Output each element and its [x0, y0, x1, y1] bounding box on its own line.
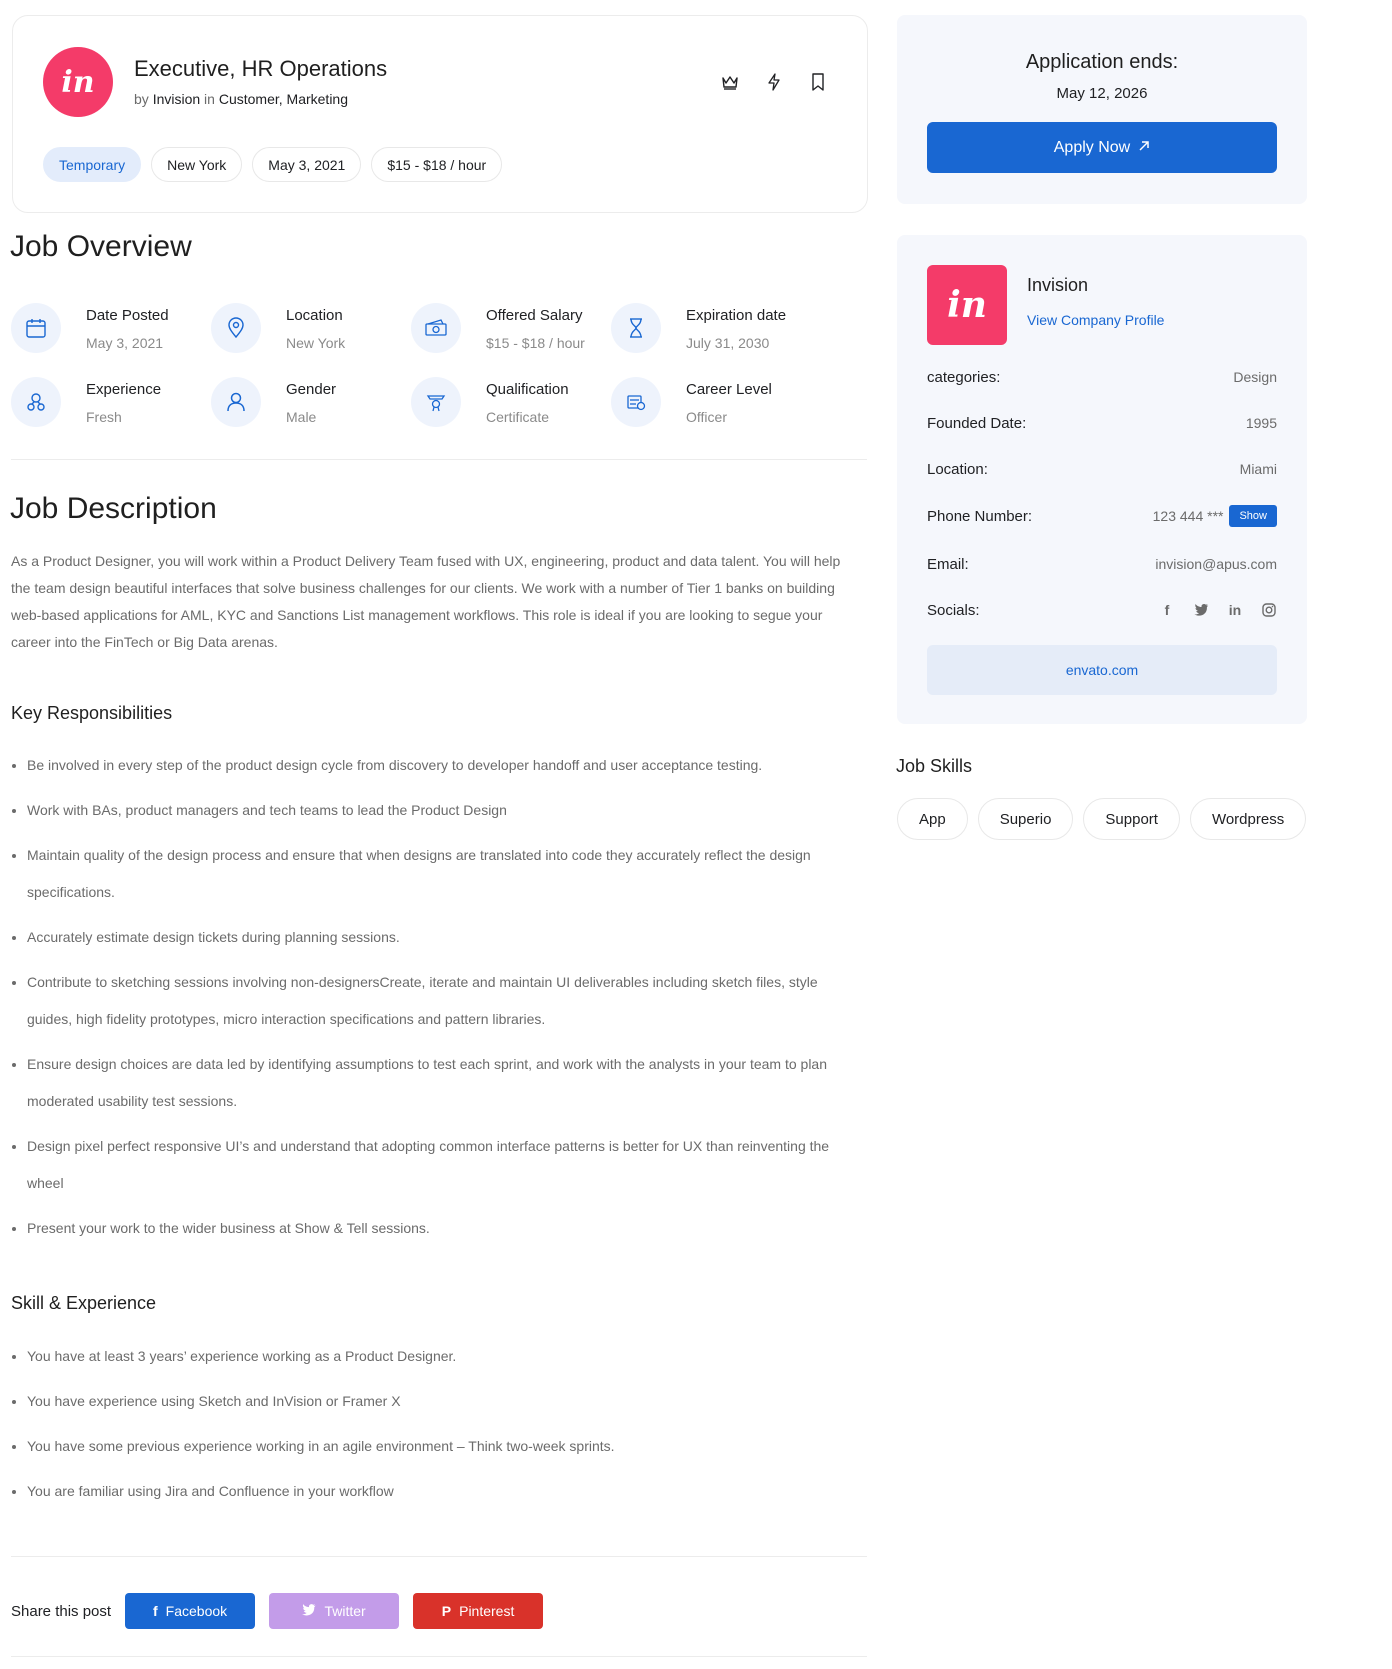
overview-value: Certificate — [486, 409, 550, 425]
career-icon — [611, 377, 661, 427]
company-socials-row — [927, 598, 1277, 622]
job-tags — [43, 147, 502, 182]
list-item: Design pixel perfect responsive UI’s and understand that adopting common interface patterns is better for UX than reinventing the wheel — [11, 1128, 856, 1202]
company-key: Email: — [927, 555, 969, 573]
divider — [11, 459, 867, 460]
share-pinterest-button[interactable] — [413, 1593, 543, 1629]
arrow-up-right-icon — [1138, 139, 1150, 157]
company-website-button[interactable]: envato.com — [927, 645, 1277, 695]
skill-tag[interactable]: Support — [1083, 798, 1180, 840]
list-item: You are familiar using Jira and Confluence in your workflow — [11, 1473, 856, 1510]
skill-experience-list — [11, 1338, 856, 1518]
company-email[interactable]: invision@apus.com — [1155, 556, 1277, 572]
job-meta — [134, 91, 348, 107]
overview-title: Job Overview — [10, 230, 192, 263]
pinterest-icon: P — [441, 1603, 452, 1619]
overview-label: Gender — [286, 381, 337, 398]
skill-tag[interactable]: App — [897, 798, 968, 840]
share-twitter-button[interactable] — [269, 1593, 399, 1629]
overview-label: Location — [286, 307, 343, 324]
in-label: in — [204, 91, 215, 107]
phone-number: 123 444 *** — [1152, 508, 1224, 524]
certificate-icon — [411, 377, 461, 427]
overview-label: Offered Salary — [486, 307, 583, 324]
list-item: Ensure design choices are data led by identifying assumptions to test each sprint, and work with the analysts in your team to plan moderated usability test sessions. — [11, 1046, 856, 1120]
overview-salary — [411, 303, 611, 363]
lightning-icon[interactable] — [763, 71, 785, 93]
job-header-card — [12, 15, 868, 213]
company-box — [897, 235, 1307, 724]
money-icon — [411, 303, 461, 353]
skill-tag[interactable]: Superio — [978, 798, 1074, 840]
list-item: Accurately estimate design tickets during planning sessions. — [11, 919, 856, 956]
job-skills-list — [897, 798, 1306, 840]
job-actions — [719, 71, 829, 93]
company-value: 1995 — [1245, 415, 1277, 431]
apply-now-label: Apply Now — [1053, 138, 1131, 156]
crown-icon[interactable] — [719, 71, 741, 93]
hourglass-icon — [611, 303, 661, 353]
bookmark-icon[interactable] — [807, 71, 829, 93]
overview-date-posted — [11, 303, 211, 363]
share-label: Share this post — [11, 1602, 112, 1620]
user-icon — [211, 377, 261, 427]
tag-location: New York — [151, 147, 242, 182]
company-founded-row — [927, 411, 1277, 435]
overview-career-level — [611, 377, 811, 437]
responsibilities-list — [11, 747, 856, 1255]
company-key: Founded Date: — [927, 414, 1027, 432]
company-email-row — [927, 552, 1277, 576]
overview-label: Experience — [86, 381, 162, 398]
map-pin-icon — [211, 303, 261, 353]
company-key: categories: — [927, 368, 1001, 386]
overview-experience — [11, 377, 211, 437]
overview-qualification — [411, 377, 611, 437]
company-key: Socials: — [927, 601, 980, 619]
show-phone-button[interactable]: Show — [1229, 505, 1277, 527]
company-value: Miami — [1239, 461, 1277, 477]
tag-salary: $15 - $18 / hour — [371, 147, 502, 182]
calendar-icon — [11, 303, 61, 353]
overview-value: New York — [286, 335, 346, 351]
application-ends-date: May 12, 2026 — [1056, 85, 1148, 102]
share-facebook-button[interactable] — [125, 1593, 255, 1629]
linkedin-icon[interactable]: in — [1228, 602, 1242, 618]
company-phone-row — [927, 504, 1277, 528]
company-key: Location: — [927, 460, 988, 478]
divider — [11, 1656, 867, 1657]
share-facebook-label: Facebook — [165, 1603, 228, 1619]
overview-value: July 31, 2030 — [686, 335, 770, 351]
overview-value: May 3, 2021 — [86, 335, 164, 351]
overview-value: Fresh — [86, 409, 122, 425]
company-link[interactable]: Invision — [152, 91, 201, 107]
overview-value: Male — [286, 409, 317, 425]
company-key: Phone Number: — [927, 507, 1033, 525]
twitter-icon[interactable] — [1193, 602, 1209, 618]
overview-value: $15 - $18 / hour — [486, 335, 585, 351]
company-categories-row — [927, 365, 1277, 389]
list-item: Work with BAs, product managers and tech teams to lead the Product Design — [11, 792, 856, 829]
list-item: You have at least 3 years’ experience working as a Product Designer. — [11, 1338, 856, 1375]
overview-label: Expiration date — [686, 307, 787, 324]
job-skills-title: Job Skills — [896, 756, 973, 776]
list-item: Maintain quality of the design process and ensure that when designs are translated into code they accurately reflect the design specifications. — [11, 837, 856, 911]
apply-now-button[interactable] — [927, 122, 1277, 173]
list-item: Contribute to sketching sessions involving non-designersCreate, iterate and maintain UI deliverables including sketch files, style guides, high fidelity prototypes, micro interaction specifications and pattern libraries. — [11, 964, 856, 1038]
overview-value: Officer — [686, 409, 727, 425]
facebook-icon[interactable]: f — [1164, 602, 1170, 618]
responsibilities-title: Key Responsibilities — [11, 703, 173, 723]
list-item: Be involved in every step of the product design cycle from discovery to developer handoff and user acceptance testing. — [11, 747, 856, 784]
list-item: Present your work to the wider business at Show & Tell sessions. — [11, 1210, 856, 1247]
company-logo[interactable]: in — [927, 265, 1007, 345]
description-text: As a Product Designer, you will work within a Product Delivery Team fused with UX, engineering, product and data talent. You will help the team design beautiful interfaces that solve business challenges for our clients. We work with a number of Tier 1 banks on building web-based applications for AML, KYC and Sanctions List management workflows. This role is ideal if you are looking to segue your career into the FinTech or Big Data arenas. — [11, 553, 841, 650]
job-categories: Customer, Marketing — [218, 91, 349, 107]
overview-label: Qualification — [486, 381, 569, 398]
view-company-profile-link[interactable]: View Company Profile — [1027, 312, 1165, 328]
overview-label: Date Posted — [86, 307, 169, 324]
divider — [11, 1556, 867, 1557]
twitter-icon — [302, 1603, 316, 1619]
overview-gender — [211, 377, 411, 437]
company-name: Invision — [1027, 275, 1089, 295]
share-twitter-label: Twitter — [324, 1603, 366, 1619]
share-bar — [11, 1593, 543, 1629]
application-box — [897, 15, 1307, 204]
tag-date: May 3, 2021 — [252, 147, 361, 182]
list-item: You have experience using Sketch and InVision or Framer X — [11, 1383, 856, 1420]
experience-icon — [11, 377, 61, 427]
application-ends-title: Application ends: — [1025, 51, 1179, 73]
overview-label: Career Level — [686, 381, 772, 398]
skill-tag[interactable]: Wordpress — [1190, 798, 1306, 840]
instagram-icon[interactable] — [1261, 602, 1277, 618]
list-item: You have some previous experience working in an agile environment – Think two-week sprints. — [11, 1428, 856, 1465]
facebook-icon: f — [152, 1603, 158, 1619]
share-pinterest-label: Pinterest — [459, 1603, 515, 1619]
description-title: Job Description — [10, 492, 217, 525]
skill-experience-title: Skill & Experience — [11, 1293, 157, 1313]
overview-location — [211, 303, 411, 363]
overview-expiration — [611, 303, 811, 363]
job-title: Executive, HR Operations — [134, 56, 388, 81]
company-value: Design — [1233, 369, 1277, 385]
company-phone — [1153, 505, 1277, 527]
company-location-row — [927, 457, 1277, 481]
tag-job-type[interactable]: Temporary — [43, 147, 141, 182]
by-label: by — [134, 91, 149, 107]
social-links — [1159, 602, 1277, 618]
company-logo[interactable]: in — [43, 47, 113, 117]
